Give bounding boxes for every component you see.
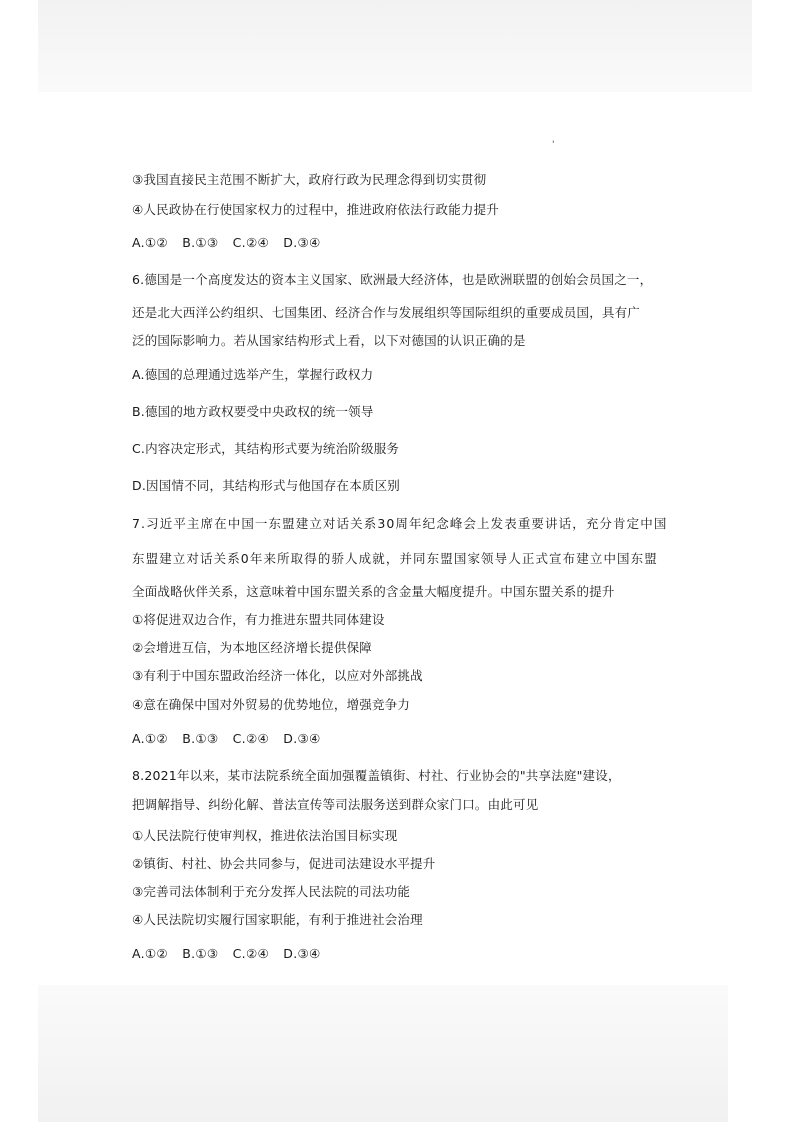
q7-stem-line-2: 东盟建立对话关系0年来所取得的骄人成就，并同东盟国家领导人正式宣布建立中国东盟: [132, 551, 658, 566]
answer-choice-d: D.③④: [283, 235, 321, 250]
answer-choice-c: C.②④: [232, 946, 269, 961]
q6-option-a: A.德国的总理通过选举产生，掌握行政权力: [132, 367, 374, 382]
answer-choice-c: C.②④: [232, 731, 269, 746]
q5-answer-choices: [132, 235, 330, 251]
q7-option-3: ③有利于中国东盟政治经济一体化，以应对外部挑战: [132, 668, 423, 683]
q8-option-3: ③完善司法体制利于充分发挥人民法院的司法功能: [132, 884, 411, 899]
q5-option-4: ④人民政协在行使国家权力的过程中，推进政府依法行政能力提升: [132, 202, 500, 217]
answer-choice-d: D.③④: [283, 731, 321, 746]
q8-answer-choices: [132, 946, 330, 962]
q7-option-2: ②会增进互信，为本地区经济增长提供保障: [132, 640, 373, 655]
answer-choice-b: B.①③: [182, 235, 219, 250]
q8-stem-line-1: 8.2021年以来，某市法院系统全面加强覆盖镇街、村社、行业协会的"共享法庭"建设，: [132, 768, 621, 783]
answer-choice-d: D.③④: [283, 946, 321, 961]
q5-option-3: ③我国直接民主范围不断扩大，政府行政为民理念得到切实贯彻: [132, 172, 487, 187]
q7-option-1: ①将促进双边合作，有力推进东盟共同体建设: [132, 612, 385, 627]
answer-choice-a: A.①②: [132, 731, 168, 746]
q6-stem-line-3: 泛的国际影响力。若从国家结构形式上看，以下对德国的认识正确的是: [132, 333, 526, 348]
q7-answer-choices: [132, 731, 330, 747]
scan-shadow-bottom: [38, 985, 728, 1122]
answer-choice-b: B.①③: [182, 946, 219, 961]
q6-stem-line-1: 6.德国是一个高度发达的资本主义国家、欧洲最大经济体，也是欧洲联盟的创始会员国之一，: [132, 272, 653, 287]
q7-stem-line-3: 全面战略伙伴关系，这意味着中国东盟关系的含金量大幅度提升。中国东盟关系的提升: [132, 584, 615, 599]
scan-shadow-top: [38, 0, 752, 92]
q7-stem-line-1: 7.习近平主席在中国一东盟建立对话关系30周年纪念峰会上发表重要讲话，充分肯定中国: [132, 516, 668, 531]
q6-stem-line-2: 还是北大西洋公约组织、七国集团、经济合作与发展组织等国际组织的重要成员国，具有广: [132, 305, 641, 320]
q6-option-b: B.德国的地方政权要受中央政权的统一领导: [132, 404, 374, 419]
answer-choice-a: A.①②: [132, 235, 168, 250]
q8-stem-line-2: 把调解指导、纠纷化解、普法宣传等司法服务送到群众家门口。由此可见: [132, 797, 539, 812]
q6-option-d: D.因国情不同，其结构形式与他国存在本质区别: [132, 478, 400, 493]
q8-option-1: ①人民法院行使审判权，推进依法治国目标实现: [132, 828, 398, 843]
q8-option-2: ②镇街、村社、协会共同参与，促进司法建设水平提升: [132, 856, 436, 871]
answer-choice-c: C.②④: [232, 235, 269, 250]
q8-option-4: ④人民法院切实履行国家职能，有利于推进社会治理: [132, 912, 423, 927]
q6-option-c: C.内容决定形式，其结构形式要为统治阶级服务: [132, 441, 400, 456]
answer-choice-b: B.①③: [182, 731, 219, 746]
q7-option-4: ④意在确保中国对外贸易的优势地位，增强竞争力: [132, 697, 411, 712]
page-mark: ': [552, 140, 555, 150]
answer-choice-a: A.①②: [132, 946, 168, 961]
